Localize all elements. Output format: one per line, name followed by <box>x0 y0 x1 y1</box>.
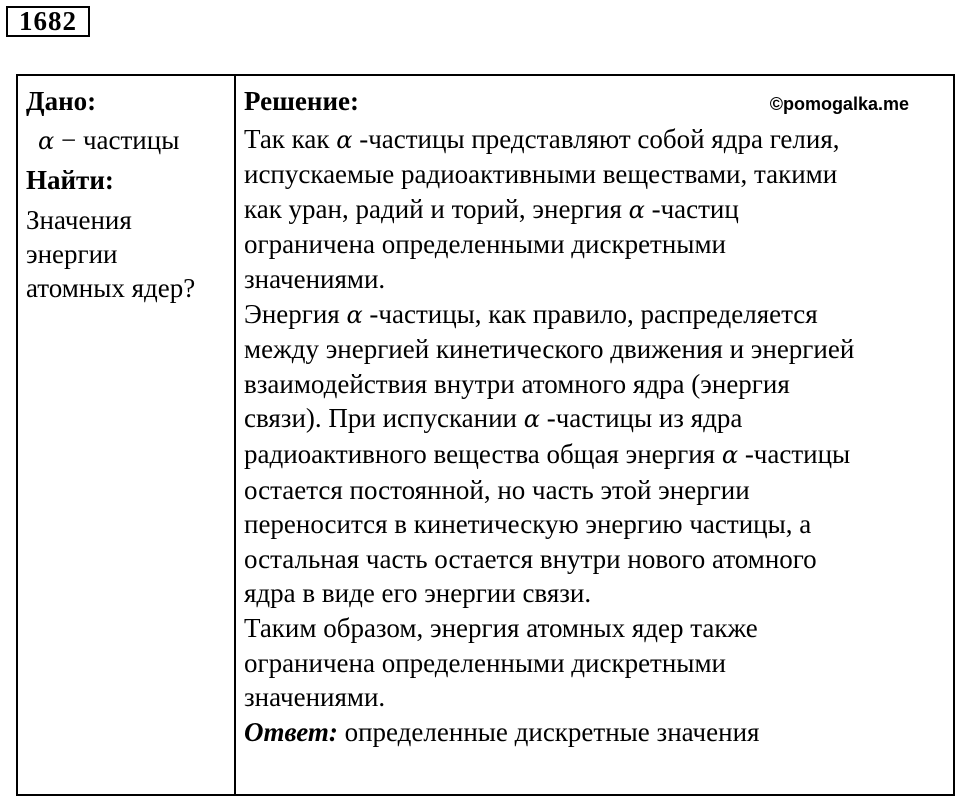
find-line: Значения <box>26 205 132 235</box>
find-text <box>26 203 234 305</box>
find-line: атомных ядер? <box>26 273 196 303</box>
text-segment: -частицы представляют собой ядра гелия, <box>352 123 840 154</box>
answer-text: определенные дискретные значения <box>337 716 760 747</box>
alpha-symbol: α <box>628 195 645 224</box>
solution-paragraph-2 <box>244 297 953 611</box>
answer-label: Ответ: <box>244 716 338 747</box>
find-heading: Найти: <box>26 165 114 195</box>
solution-column <box>236 76 953 794</box>
alpha-symbol: α <box>346 300 363 329</box>
text-line: остальная часть остается внутри нового атомного <box>244 543 817 574</box>
text-line: значениями. <box>244 263 386 294</box>
text-line <box>244 122 953 158</box>
text-segment: -частицы <box>738 438 851 469</box>
solution-heading: Решение: <box>244 86 359 116</box>
task-table <box>16 74 955 796</box>
given-column <box>18 76 236 794</box>
text-segment: Энергия <box>244 298 347 329</box>
text-line: переносится в кинетическую энергию частицы, а <box>244 509 812 540</box>
text-segment: -частицы, как правило, распределяется <box>362 298 818 329</box>
find-line: энергии <box>26 239 118 269</box>
given-item <box>26 123 234 158</box>
alpha-symbol: α <box>523 405 540 434</box>
text-segment: Так как <box>244 123 337 154</box>
text-line: взаимодействия внутри атомного ядра (энергия <box>244 368 790 399</box>
text-line: ограничена определенными дискретными <box>244 647 726 678</box>
watermark: ©pomogalka.me <box>769 94 909 114</box>
problem-number: 1682 <box>6 6 90 37</box>
solution-paragraph-1 <box>244 122 953 297</box>
text-line: ядра в виде его энергии связи. <box>244 578 592 609</box>
text-line: ограничена определенными дискретными <box>244 229 726 260</box>
text-line <box>244 401 953 437</box>
solution-paragraph-3 <box>244 611 953 715</box>
alpha-symbol: α <box>721 440 739 469</box>
text-line: Таким образом, энергия атомных ядер также <box>244 612 758 643</box>
alpha-symbol: α <box>38 127 55 155</box>
text-line: между энергией кинетического движения и энергией <box>244 334 855 365</box>
text-segment: радиоактивного вещества общая энергия <box>244 438 722 469</box>
alpha-symbol: α <box>336 125 353 154</box>
text-line: испускаемые радиоактивными веществами, такими <box>244 159 838 190</box>
given-heading: Дано: <box>26 86 97 116</box>
text-line <box>244 297 953 333</box>
text-line <box>244 437 953 473</box>
given-item-text: − частицы <box>54 125 180 155</box>
text-line: значениями. <box>244 682 386 713</box>
text-segment: связи). При испускании <box>244 403 524 434</box>
text-line <box>244 192 953 228</box>
answer-line <box>244 715 953 750</box>
text-segment: -частицы из ядра <box>539 403 743 434</box>
text-segment: -частиц <box>644 193 739 224</box>
text-segment: как уран, радий и торий, энергия <box>244 193 629 224</box>
text-line: остается постоянной, но часть этой энергии <box>244 474 750 505</box>
